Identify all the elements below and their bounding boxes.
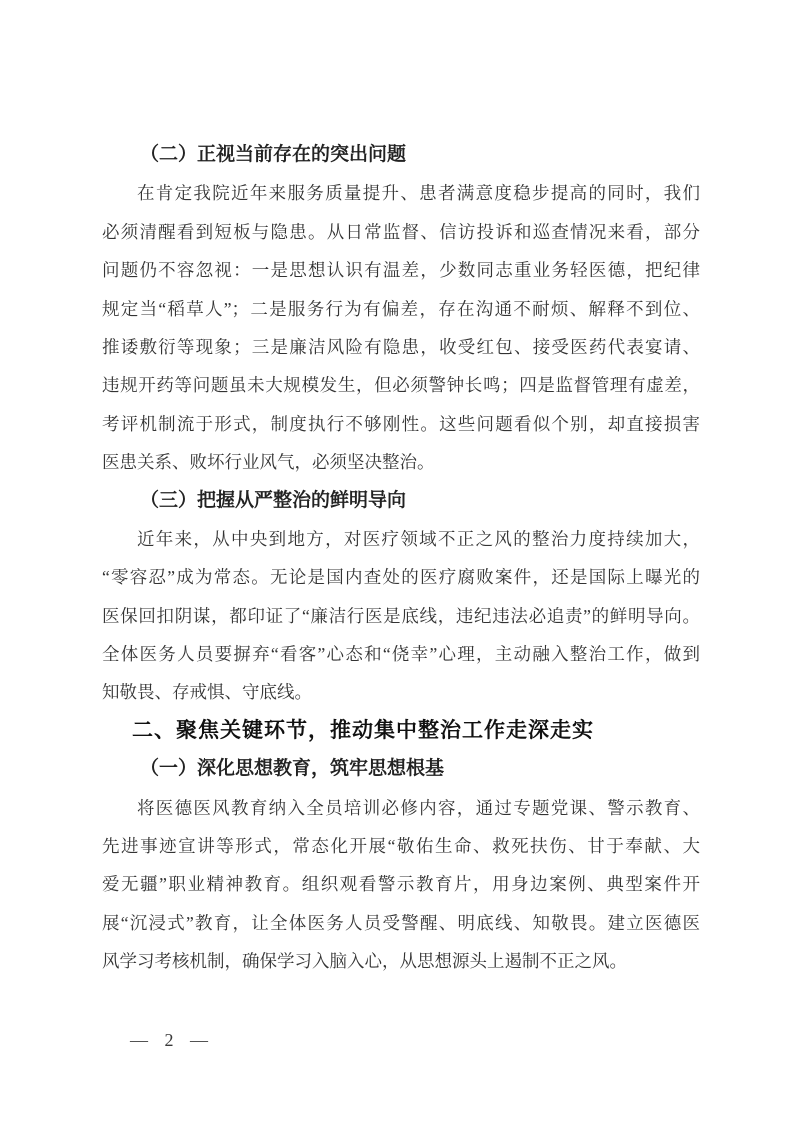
text-line: 在肯定我院近年来服务质量提升、患者满意度稳步提高的同时，我们 [137,183,700,204]
text-line: 医保回扣阴谋，都印证了“廉洁行医是底线，违纪违法必追责”的鲜明导向。 [102,605,700,626]
text-line: “零容忍”成为常态。无论是国内查处的医疗腐败案件，还是国际上曝光的 [102,567,700,588]
section-subheading: （一）深化思想教育，筑牢思想根基 [140,758,445,780]
text-line: 医患关系、败坏行业风气，必须坚决整治。 [102,452,435,473]
text-line: 必须清醒看到短板与隐患。从日常监督、信访投诉和巡查情况来看，部分 [102,221,700,242]
text-line: 推诿敷衍等现象；三是廉洁风险有隐患，收受红包、接受医药代表宴请、 [102,336,700,357]
text-line: 先进事迹宣讲等形式，常态化开展“敬佑生命、救死扶伤、甘于奉献、大 [102,836,700,857]
text-line: 爱无疆”职业精神教育。组织观看警示教育片，用身边案例、典型案件开 [102,874,700,895]
text-line: 全体医务人员要摒弃“看客”心态和“侥幸”心理，主动融入整治工作，做到 [102,644,700,665]
main-heading: 二、聚焦关键环节，推动集中整治工作走深走实 [132,718,594,742]
document-content [102,136,700,981]
page-number: — 2 — [130,1030,214,1050]
text-line: 问题仍不容忽视：一是思想认识有温差，少数同志重业务轻医德，把纪律 [102,260,700,281]
text-line: 考评机制流于形式，制度执行不够刚性。这些问题看似个别，却直接损害 [102,413,700,434]
text-line: 违规开药等问题虽未大规模发生，但必须警钟长鸣；四是监督管理有虚差， [102,375,700,396]
section-subheading: （三）把握从严整治的鲜明导向 [140,489,407,511]
text-line: 规定当“稻草人”；二是服务行为有偏差，存在沟通不耐烦、解释不到位、 [102,298,700,319]
text-line: 风学习考核机制，确保学习入脑入心，从思想源头上遏制不正之风。 [102,951,627,972]
section-subheading: （二）正视当前存在的突出问题 [140,144,407,165]
text-line: 将医德医风教育纳入全员培训必修内容，通过专题党课、警示教育、 [137,797,700,818]
text-line: 知敬畏、存戒惧、守底线。 [102,682,312,703]
text-line: 近年来，从中央到地方，对医疗领域不正之风的整治力度持续加大， [137,528,700,549]
text-line: 展“沉浸式”教育，让全体医务人员受警醒、明底线、知敬畏。建立医德医 [102,912,700,933]
